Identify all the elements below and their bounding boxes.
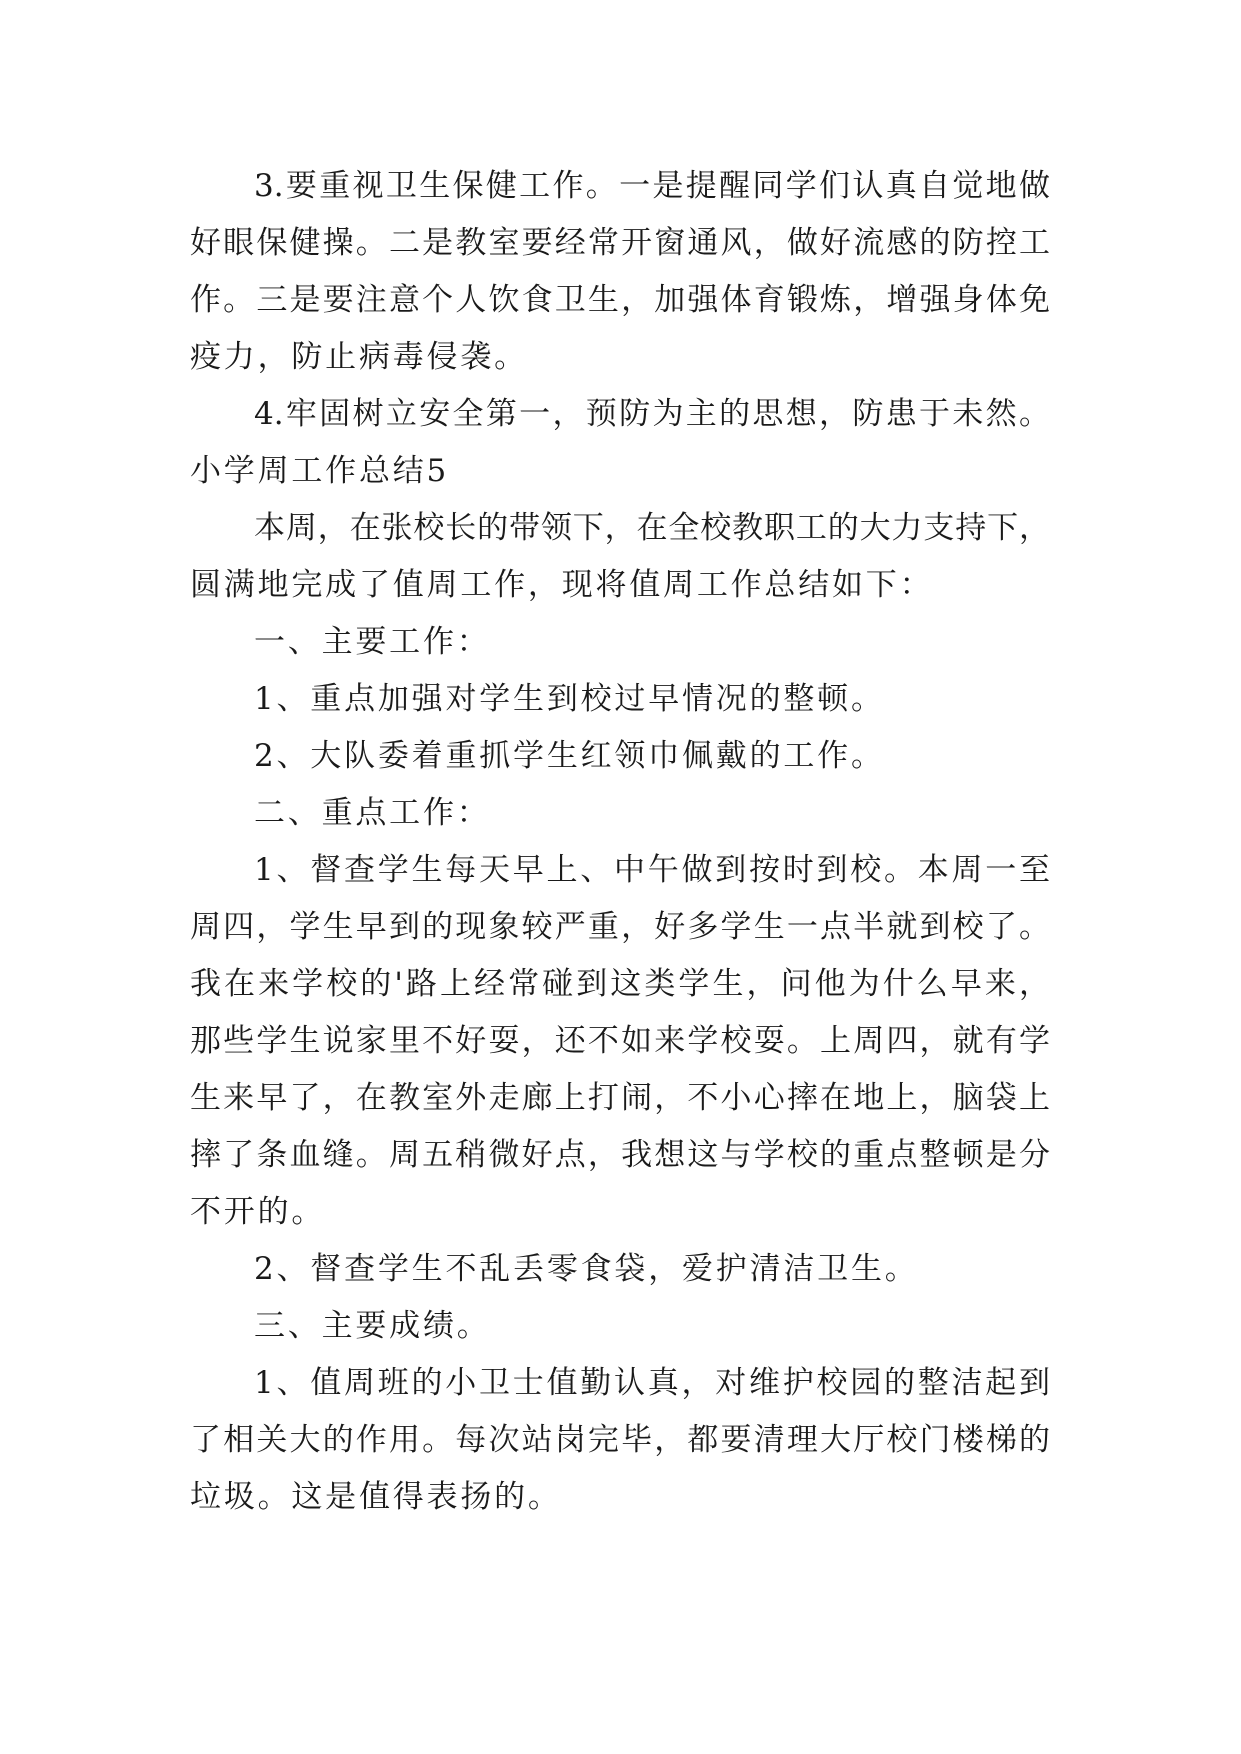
paragraph-line: 周四，学生早到的现象较严重，好多学生一点半就到校了。 [190,909,1050,945]
paragraph-line: 生来早了，在教室外走廊上打闹，不小心摔在地上，脑袋上 [190,1080,1050,1116]
paragraph-line: 那些学生说家里不好耍，还不如来学校耍。上周四，就有学 [190,1023,1050,1059]
paragraph-line: 圆满地完成了值周工作，现将值周工作总结如下： [190,567,934,603]
paragraph-line: 摔了条血缝。周五稍微好点，我想这与学校的重点整顿是分 [190,1137,1050,1173]
list-item: 1、重点加强对学生到校过早情况的整顿。 [254,681,885,717]
paragraph-line: 我在来学校的'路上经常碰到这类学生，问他为什么早来， [190,966,1050,1002]
paragraph-line: 疫力，防止病毒侵袭。 [190,339,528,375]
paragraph-line: 好眼保健操。二是教室要经常开窗通风，做好流感的防控工 [190,225,1050,261]
subheading: 一、主要工作： [254,624,491,660]
list-item: 2、督查学生不乱丢零食袋，爱护清洁卫生。 [254,1251,919,1287]
paragraph-line: 不开的。 [190,1194,326,1230]
paragraph-line: 3.要重视卫生保健工作。一是提醒同学们认真自觉地做 [254,168,1050,204]
paragraph-line: 垃圾。这是值得表扬的。 [190,1479,562,1515]
paragraph-line: 4.牢固树立安全第一，预防为主的思想，防患于未然。 [254,396,1050,432]
paragraph-line: 作。三是要注意个人饮食卫生，加强体育锻炼，增强身体免 [190,282,1050,318]
paragraph-line: 1、督查学生每天早上、中午做到按时到校。本周一至 [254,852,1050,888]
paragraph-line: 1、值周班的小卫士值勤认真，对维护校园的整洁起到 [254,1365,1050,1401]
section-heading: 小学周工作总结5 [190,453,450,489]
paragraph-line: 了相关大的作用。每次站岗完毕，都要清理大厅校门楼梯的 [190,1422,1050,1458]
list-item: 2、大队委着重抓学生红领巾佩戴的工作。 [254,738,885,774]
paragraph-line: 本周，在张校长的带领下，在全校教职工的大力支持下， [254,510,1050,546]
subheading: 三、主要成绩。 [254,1308,491,1344]
subheading: 二、重点工作： [254,795,491,831]
